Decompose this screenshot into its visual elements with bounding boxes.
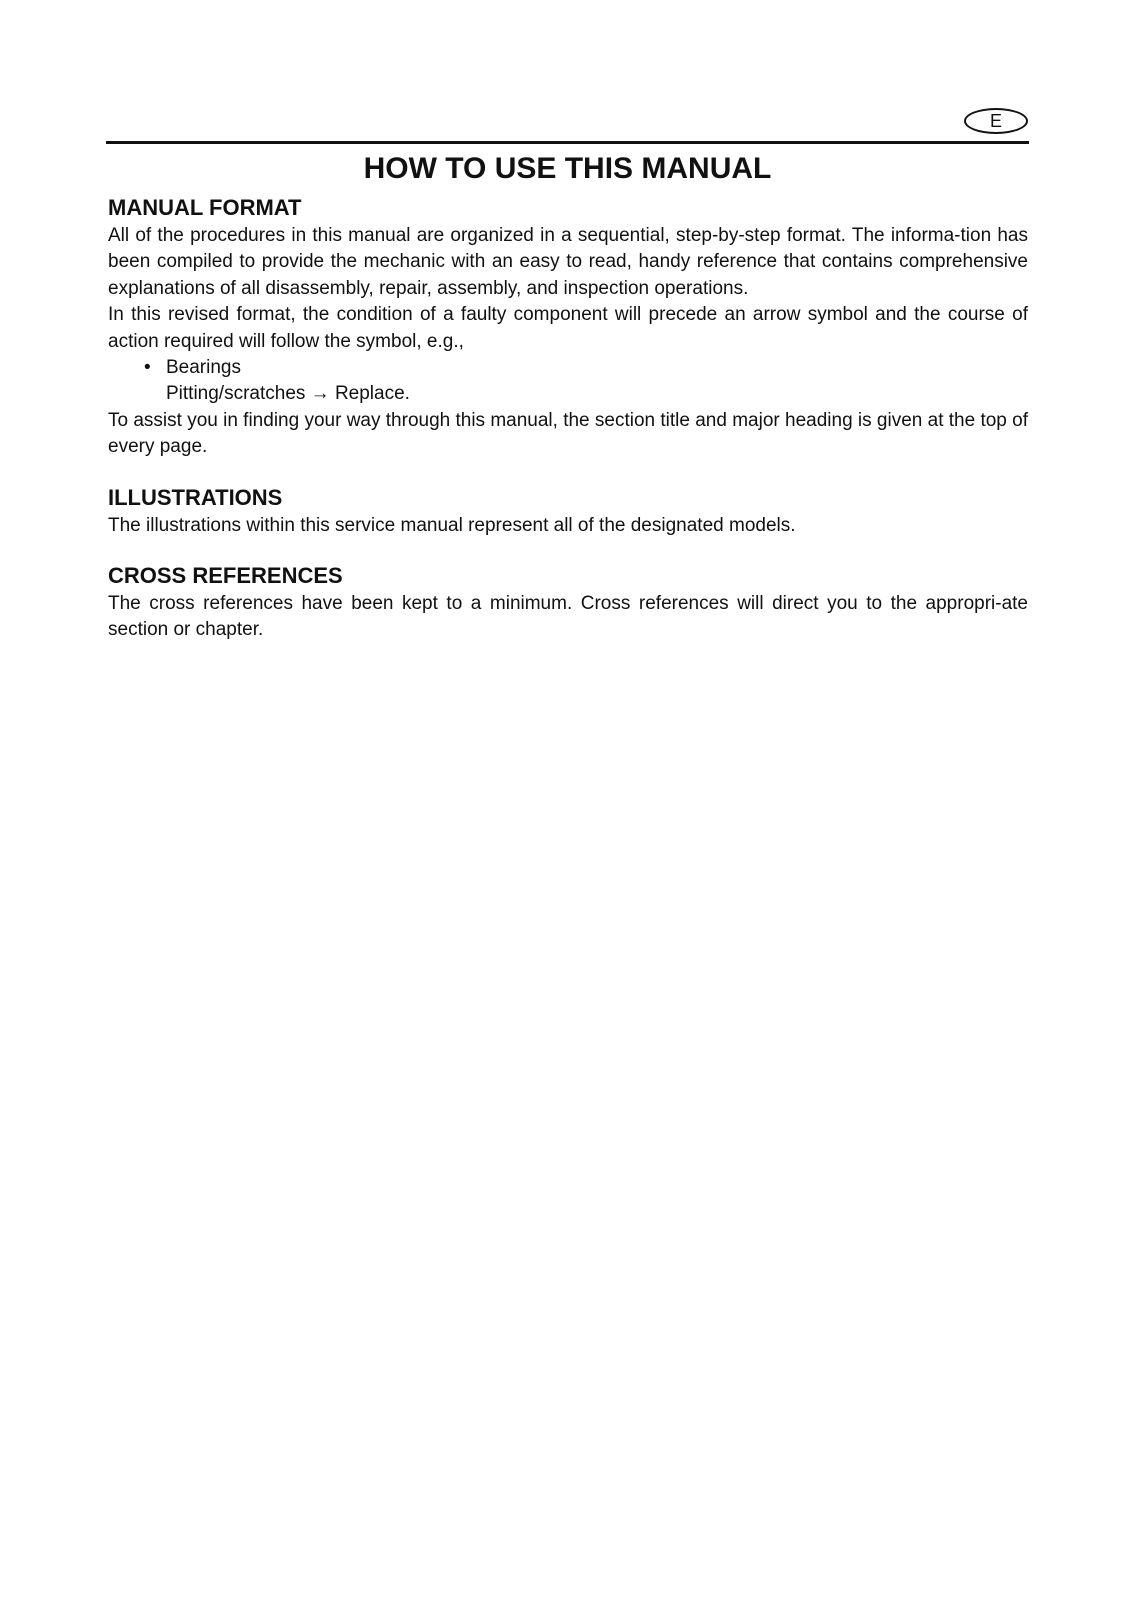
bullet-icon: • bbox=[144, 357, 151, 379]
section-illustrations bbox=[108, 483, 1028, 539]
header-rule bbox=[106, 141, 1029, 144]
paragraph: In this revised format, the condition of a faulty component will precede an arrow symbol and the course of action required will follow the symbol, e.g., bbox=[108, 304, 1028, 352]
section-manual-format bbox=[108, 193, 1028, 461]
list-item bbox=[108, 355, 1028, 381]
section-heading: MANUAL FORMAT bbox=[108, 195, 302, 220]
paragraph: The illustrations within this service manual represent all of the designated models. bbox=[108, 514, 796, 536]
list-item-detail: Pitting/scratches → Replace. bbox=[166, 383, 410, 405]
section-heading: ILLUSTRATIONS bbox=[108, 484, 283, 510]
section-cross-references bbox=[108, 561, 1028, 644]
paragraph: The cross references have been kept to a minimum. Cross references will direct you to the appropri-ate section or chapter. bbox=[108, 593, 1028, 641]
page-content bbox=[108, 193, 1028, 644]
paragraph: All of the procedures in this manual are organized in a sequential, step-by-step format. The informa-tion has been compiled to provide the mechanic with an easy to read, handy reference that contains comprehensive explanations of all disassembly, repair, assembly, and inspection operations. bbox=[108, 225, 1028, 299]
paragraph: To assist you in finding your way through this manual, the section title and major heading is given at the top of every page. bbox=[108, 409, 1028, 458]
page-title: HOW TO USE THIS MANUAL bbox=[363, 152, 772, 185]
list-item-label: Bearings bbox=[166, 357, 241, 379]
language-badge: E bbox=[964, 108, 1028, 134]
section-heading: CROSS REFERENCES bbox=[108, 563, 343, 589]
